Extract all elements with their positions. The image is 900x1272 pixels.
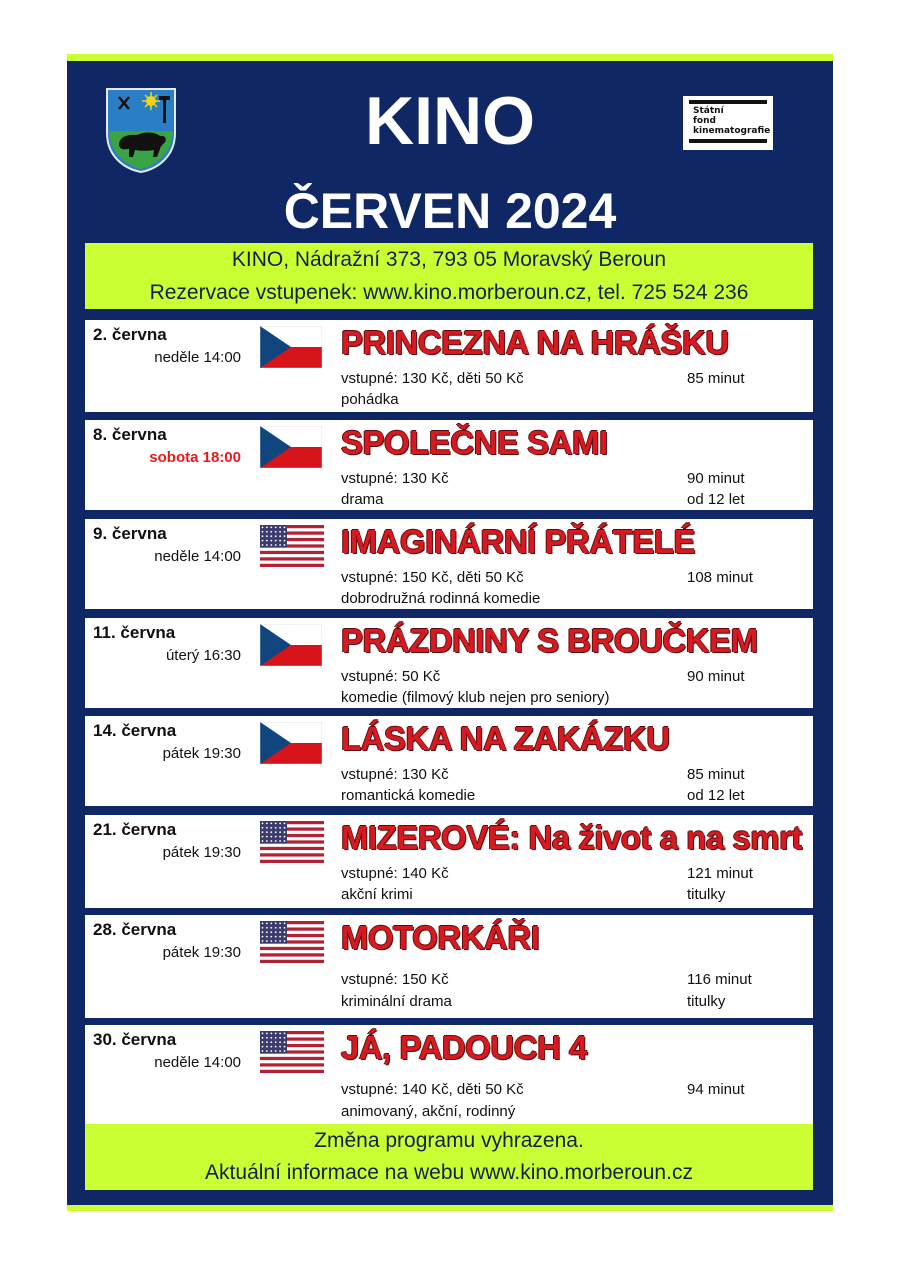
film-date: 21. června: [93, 820, 177, 839]
film-genre: akční krimi: [341, 886, 413, 903]
footer-banner: [85, 1124, 813, 1190]
film-date: 14. června: [93, 721, 177, 740]
film-date: 9. června: [93, 524, 167, 543]
us-flag-icon: [260, 1031, 324, 1073]
poster-title: KINO: [365, 83, 535, 159]
film-date: 11. června: [93, 623, 176, 642]
film-time: pátek 19:30: [162, 944, 241, 961]
film-length: 116 minut: [687, 971, 752, 988]
czech-flag-icon: [260, 624, 322, 666]
footer-note: Změna programu vyhrazena.: [314, 1129, 584, 1152]
film-length: 85 minut: [687, 766, 745, 783]
footer-web: Aktuální informace na webu www.kino.morberoun.cz: [205, 1161, 693, 1184]
film-length: 90 minut: [687, 668, 745, 685]
film-note: od 12 let: [687, 491, 745, 508]
film-length: 108 minut: [687, 569, 753, 586]
film-length: 121 minut: [687, 865, 753, 882]
film-date: 30. června: [93, 1030, 177, 1049]
film-date: 2. června: [93, 325, 167, 344]
czech-flag-icon: [260, 326, 322, 368]
film-time: neděle 14:00: [154, 1054, 241, 1071]
address-banner: [85, 243, 813, 309]
film-row: [85, 618, 813, 708]
reservation-line: Rezervace vstupenek: www.kino.morberoun.cz, tel. 725 524 236: [149, 281, 749, 304]
film-row: [85, 716, 813, 806]
film-date: 8. června: [93, 425, 167, 444]
film-length: 85 minut: [687, 370, 745, 387]
film-title: MIZEROVÉ: Na život a na smrt: [341, 819, 802, 856]
film-title: PRÁZDNINY S BROUČKEM: [341, 622, 758, 659]
film-date: 28. června: [93, 920, 177, 939]
film-price: vstupné: 140 Kč, děti 50 Kč: [341, 1081, 524, 1098]
film-time: úterý 16:30: [165, 647, 241, 664]
film-genre: dobrodružná rodinná komedie: [341, 590, 541, 607]
film-genre: animovaný, akční, rodinný: [341, 1103, 516, 1120]
film-genre: romantická komedie: [341, 787, 476, 804]
state-film-fund-logo: Státní fond kinematografie: [683, 96, 773, 150]
film-genre: pohádka: [341, 391, 399, 408]
address-line: KINO, Nádražní 373, 793 05 Moravský Beroun: [231, 248, 667, 271]
film-note: titulky: [687, 886, 726, 903]
film-genre: kriminální drama: [341, 993, 452, 1010]
film-length: 90 minut: [687, 470, 745, 487]
film-row: [85, 320, 813, 412]
film-price: vstupné: 130 Kč: [341, 766, 449, 783]
film-price: vstupné: 140 Kč: [341, 865, 449, 882]
film-length: 94 minut: [687, 1081, 745, 1098]
film-time: neděle 14:00: [154, 548, 241, 565]
film-row: [85, 420, 813, 510]
film-time: sobota 18:00: [149, 449, 241, 466]
us-flag-icon: [260, 921, 324, 963]
film-price: vstupné: 130 Kč: [341, 470, 449, 487]
film-price: vstupné: 130 Kč, děti 50 Kč: [341, 370, 524, 387]
czech-flag-icon: [260, 722, 322, 764]
czech-flag-icon: [260, 426, 322, 468]
film-title: PRINCEZNA NA HRÁŠKU: [341, 324, 729, 361]
us-flag-icon: [260, 821, 324, 863]
film-time: pátek 19:30: [162, 745, 241, 762]
film-row: [85, 815, 813, 908]
poster-month: ČERVEN 2024: [283, 183, 617, 239]
film-genre: drama: [341, 491, 384, 508]
film-time: pátek 19:30: [162, 844, 241, 861]
film-note: od 12 let: [687, 787, 745, 804]
film-price: vstupné: 150 Kč, děti 50 Kč: [341, 569, 524, 586]
film-row: [85, 519, 813, 609]
film-title: LÁSKA NA ZAKÁZKU: [341, 720, 670, 757]
film-title: SPOLEČNE SAMI: [341, 424, 608, 461]
film-row: [85, 915, 813, 1018]
film-price: vstupné: 150 Kč: [341, 971, 449, 988]
film-title: IMAGINÁRNÍ PŘÁTELÉ: [341, 523, 695, 560]
film-title: JÁ, PADOUCH 4: [341, 1029, 587, 1066]
film-row: [85, 1025, 813, 1125]
film-title: MOTORKÁŘI: [341, 919, 540, 956]
cinema-poster: [67, 54, 833, 1211]
film-note: titulky: [687, 993, 726, 1010]
us-flag-icon: [260, 525, 324, 567]
film-price: vstupné: 50 Kč: [341, 668, 441, 685]
film-genre: komedie (filmový klub nejen pro seniory): [341, 689, 610, 706]
film-time: neděle 14:00: [154, 349, 241, 366]
